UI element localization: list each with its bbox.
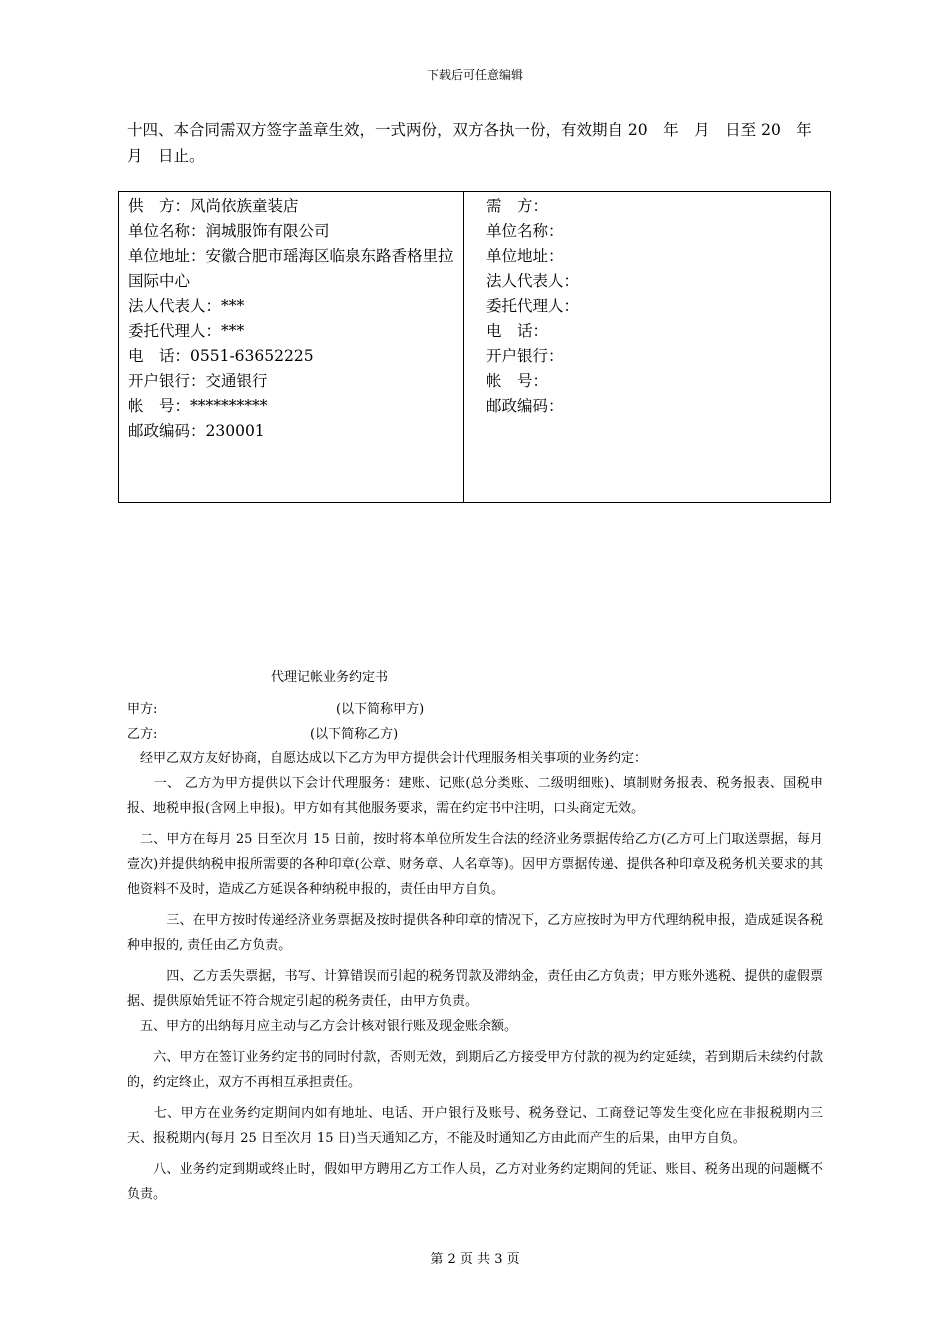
agreement-title: 代理记帐业务约定书 [271, 670, 389, 685]
buyer-column [464, 192, 830, 502]
buyer-agent: 委托代理人： [486, 297, 580, 315]
agreement-clause-4: 四、乙方丢失票据，书写、计算错误而引起的税务罚款及滞纳金，责任由乙方负责；甲方账外逃税、提供的虚假票据、提供原始凭证不符合规定引起的税务责任，由甲方负责。 [127, 969, 823, 1009]
supplier-column [119, 192, 464, 502]
party-b-note: (以下简称乙方) [310, 727, 399, 742]
buyer-unit-name: 单位名称： [486, 222, 564, 240]
buyer-bank: 开户银行： [486, 347, 564, 365]
supplier-phone: 电 话：0551-63652225 [128, 347, 314, 365]
supplier-agent: 委托代理人：*** [128, 322, 245, 340]
party-a-line [127, 698, 425, 717]
clause-14: 十四、本合同需双方签字盖章生效，一式两份，双方各执一份，有效期自 20 年 月 日至 20 年 月 日止。 [127, 121, 828, 165]
party-info-table [118, 191, 831, 503]
party-b-label: 乙方: [127, 727, 158, 742]
supplier-bank: 开户银行：交通银行 [128, 372, 268, 390]
agreement-clause-8: 八、业务约定到期或终止时，假如甲方聘用乙方工作人员，乙方对业务约定期间的凭证、账目、税务出现的问题概不负责。 [127, 1162, 823, 1202]
agreement-body [127, 746, 823, 1207]
supplier-legal-rep: 法人代表人：*** [128, 297, 245, 315]
supplier-postcode: 邮政编码：230001 [128, 422, 265, 440]
agreement-clause-1: 一、 乙方为甲方提供以下会计代理服务：建账、记账(总分类账、二级明细账)、填制财务报表、税务报表、国税申报、地税申报(含网上申报)。甲方如有其他服务要求，需在约定书中注明，口头商定无效。 [127, 776, 823, 816]
agreement-clause-7: 七、甲方在业务约定期间内如有地址、电话、开户银行及账号、税务登记、工商登记等发生变化应在非报税期内三天、报税期内(每月 25 日至次月 15 日)当天通知乙方，不能及时通知乙方由此而产生的后果，由甲方自负。 [127, 1106, 823, 1146]
buyer-legal-rep: 法人代表人： [486, 272, 580, 290]
buyer-postcode: 邮政编码： [486, 397, 564, 415]
buyer-unit-address: 单位地址： [486, 247, 564, 265]
supplier-unit-name: 单位名称：润城服饰有限公司 [128, 222, 330, 240]
supplier-account: 帐 号：********** [128, 397, 268, 415]
supplier-party: 供 方：风尚依族童装店 [128, 197, 299, 215]
buyer-phone: 电 话： [486, 322, 549, 340]
agreement-clause-5: 五、甲方的出纳每月应主动与乙方会计核对银行账及现金账余额。 [127, 1019, 518, 1034]
agreement-clause-3: 三、在甲方按时传递经济业务票据及按时提供各种印章的情况下，乙方应按时为甲方代理纳税申报，造成延误各税种申报的, 责任由乙方负责。 [127, 913, 823, 953]
agreement-clause-6: 六、甲方在签订业务约定书的同时付款，否则无效，到期后乙方接受甲方付款的视为约定延续，若到期后未续约付款的，约定终止，双方不再相互承担责任。 [127, 1050, 823, 1090]
agreement-intro: 经甲乙双方友好协商，自愿达成以下乙方为甲方提供会计代理服务相关事项的业务约定： [127, 751, 648, 766]
agreement-clause-2: 二、甲方在每月 25 日至次月 15 日前，按时将本单位所发生合法的经济业务票据传给乙方(乙方可上门取送票据，每月壹次)并提供纳税申报所需要的各种印章(公章、财务章、人名章等)。因甲方票据传递、提供各种印章及税务机关要求的其他资料不及时，造成乙方延误各种纳税申报的，责任由甲方自负。 [127, 832, 823, 897]
buyer-account: 帐 号： [486, 372, 549, 390]
page-footer: 第 2 页 共 3 页 [430, 1252, 520, 1267]
party-a-note: (以下简称甲方) [336, 702, 425, 717]
party-a-label: 甲方: [127, 702, 158, 717]
page-header: 下载后可任意编辑 [426, 68, 523, 82]
buyer-party: 需 方： [486, 197, 549, 215]
party-b-line [127, 723, 399, 742]
supplier-unit-address: 单位地址：安徽合肥市瑶海区临泉东路香格里拉国际中心 [128, 247, 454, 290]
